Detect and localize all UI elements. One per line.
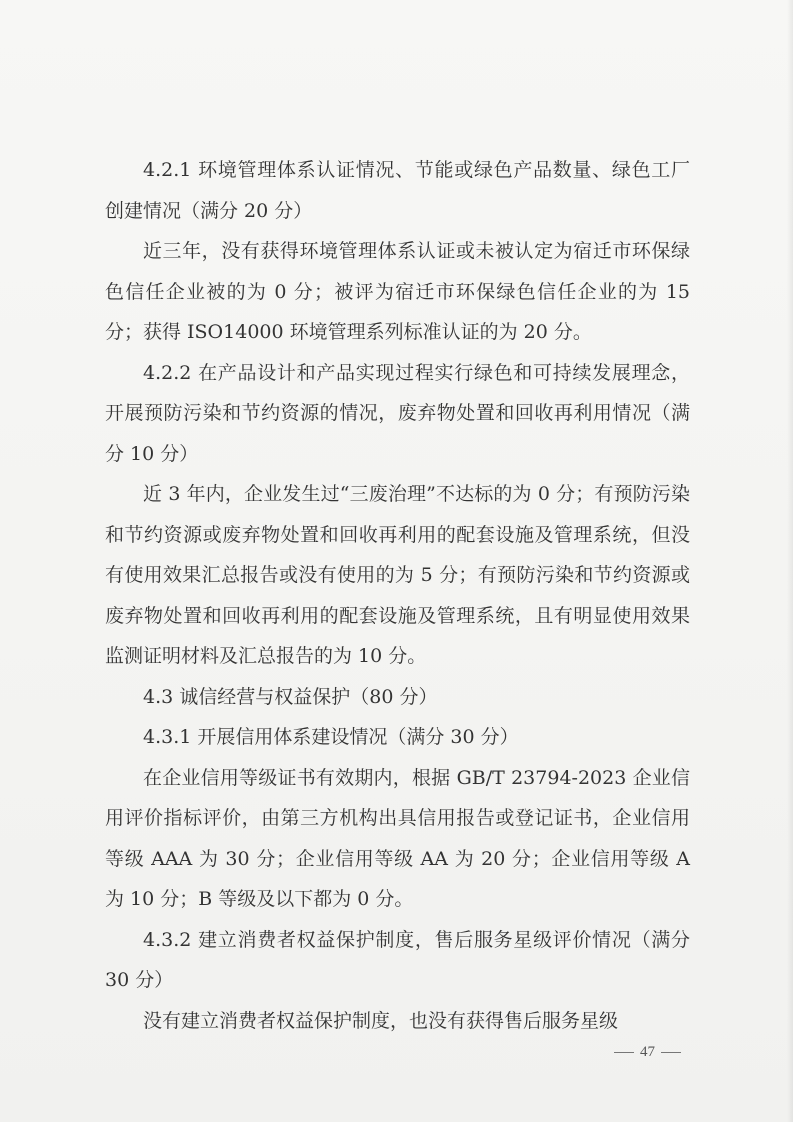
paragraph-4-3-2-heading: 4.3.2 建立消费者权益保护制度，售后服务星级评价情况（满分 30 分） — [105, 928, 690, 991]
paragraph-4-2-1-body: 近三年，没有获得环境管理体系认证或未被认定为宿迁市环保绿色信任企业被的为 0 分；被评为宿迁市环保绿色信任企业的为 15 分；获得 ISO14000 环境管理系列标准认证的为 20 分。 — [105, 240, 690, 343]
document-body — [105, 150, 690, 1041]
page-number — [614, 1044, 681, 1061]
paragraph-4-3-1-heading: 4.3.1 开展信用体系建设情况（满分 30 分） — [143, 726, 519, 748]
paragraph-4-3-1-body: 在企业信用等级证书有效期内，根据 GB/T 23794-2023 企业信用评价指标评价，由第三方机构出具信用报告或登记证书，企业信用等级 AAA 为 30 分；企业信用等级 AA 为 20 分；企业信用等级 A 为 10 分；B 等级及以下都为 0 分。 — [105, 766, 690, 910]
paragraph-4-3-2-body: 没有建立消费者权益保护制度，也没有获得售后服务星级 — [143, 1009, 619, 1032]
page-number-right-dash — [661, 1052, 681, 1053]
page-number-left-dash — [614, 1052, 634, 1053]
section-4-3-heading: 4.3 诚信经营与权益保护（80 分） — [143, 685, 438, 708]
paragraph-4-2-2-body: 近 3 年内，企业发生过“三废治理”不达标的为 0 分；有预防污染和节约资源或废弃物处置和回收再利用的配套设施及管理系统，但没有使用效果汇总报告或没有使用的为 5 分；有预防污染和节约资源或废弃物处置和回收再利用的配套设施及管理系统，且有明显使用效果监测证明材料及汇总报告的为 10 分。 — [105, 483, 690, 667]
paragraph-4-2-2-heading: 4.2.2 在产品设计和产品实现过程实行绿色和可持续发展理念，开展预防污染和节约资源的情况，废弃物处置和回收再利用情况（满分 10 分） — [105, 361, 690, 465]
paragraph-4-2-1-heading: 4.2.1 环境管理体系认证情况、节能或绿色产品数量、绿色工厂创建情况（满分 20 分） — [105, 159, 690, 222]
page-number-value: 47 — [640, 1044, 655, 1060]
page-edge-shadow — [787, 0, 793, 1122]
